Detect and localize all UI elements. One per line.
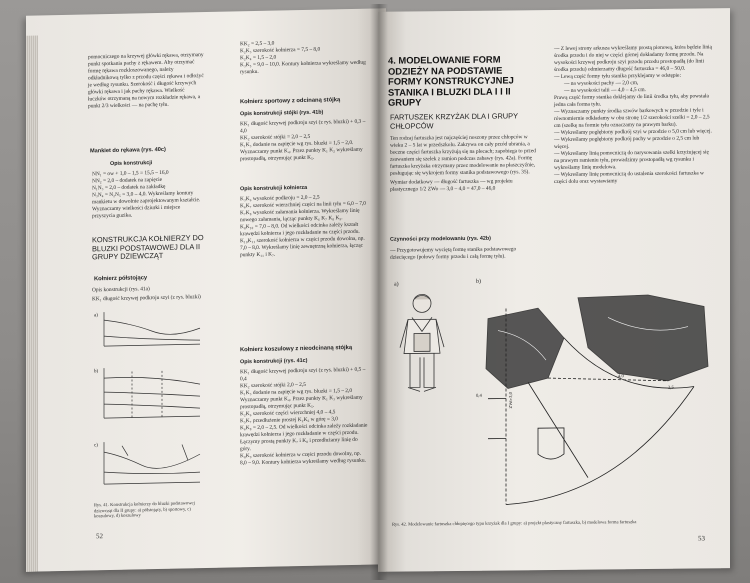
figure-41-caption: Rys. 41. Konstrukcja kołnierzy do bluzki podstawowej dziewcząt dla II grupy: a) półstojący, b) sportowy, c) koszulowy, d) koszulowy [94,500,195,519]
fig42-label-a: a) [394,281,399,288]
koszulowy-line-3: K₁K₃ dodanie na zapięcie wg rys. bluzki = 1,5 – 2,0 [240,387,353,397]
kolnierz-polstojacy-heading: Kołnierz półstojący [94,275,148,283]
koszulowy-line-4: Wyznaczamy punkt K₄. Przez punkty K₁ K₃ wykreślamy prostopadłą, otrzymując punkt K₅. [240,394,363,411]
fig41-label-a: a) [94,313,98,319]
col2-top-line-4: K₃K₅ = 9,0 – 10,0. Kontury kołnierza wykreślamy według rysunku. [240,59,366,76]
step-line-7: — Wykreślamy pogłębiony podkrój szyi w przodzie o 5,0 cm lub więcej. [554,128,712,136]
figure-42-caption: Rys. 42. Modelowanie fartuszka chłopięcego typu krzyżak dla I grupy: a) projekt plastyczny fartuszka, b) modelowa forma fartuszka [392,519,637,527]
kolnierz-line-4: K₈K₁₀ = 7,0 – 8,0. Od wielkości odcinka zależy kształt krawędzi kołnierza i jego rozkładanie na części przodu. [240,221,360,238]
col2-top-line-1: KK₂ = 2,5 – 3,0 [240,40,275,48]
right-page-number: 53 [698,534,705,543]
koszulowy-heading: Kołnierz koszulowy z nieodcinaną stójką [240,344,353,354]
mankiet-line-3: N₁N₃ = 2,0 – dodatek na zakładkę [92,183,166,192]
kolnierz-formula-list [240,194,368,260]
body-line-1: Ten rodzaj fartuszka jest najczęściej noszony przez chłopców w wieku 2 – 5 lat w przedszkolu. Zakrywa on cały przód ubrania, a boczne części fartuszka krzyżują się na plecach; zapobiega to przed zsuwaniem się szelek z ramion podczas zabawy (rys. 42a). Formę fartuszka krzyżaka otrzymany przez modelowanie na płaszczyźnie, posługując się wykrojem formy stanika podstawowego (rys. 35). [390,134,536,177]
step-line-4: — na wysokości talii — 4,0 – 4,5 cm. [564,87,646,94]
pattern-annotation-4: 4,0 [618,373,624,379]
opis-rys-41a: Opis konstrukcji (rys. 41a) [92,286,150,294]
fig42-label-b: b) [476,278,481,285]
left-page-number: 52 [96,532,103,541]
open-book [18,4,740,580]
section-title: KONSTRUKCJA KOŁNIERZY DO BLUZKI PODSTAWOWEJ DLA II GRUPY DZIEWCZĄT [92,233,204,262]
apron-body-text [390,134,538,194]
czynnosci-text: — Przygotowujemy wyciętą formę stanika podstawowego dziecięcego (połowy formy przodu i całą formę tyłu). [390,246,517,261]
left-page [26,8,386,572]
koszulowy-line-8: K₈K₉ szerokość kołnierza w części przodu dowolny, np. 8,0 – 9,0. Kontury kołnierza wykreślamy według rysunku. [240,450,366,467]
koszulowy-line-2: KK₂ szerokość stójki 2,0 – 2,5 [240,381,306,390]
czynnosci-heading: Czynności przy modelowaniu (rys. 42b) [390,235,491,243]
apron-subtitle: FARTUSZEK KRZYŻAK DLA I GRUPY CHŁOPCÓW [390,111,518,131]
sportowy-heading: Kołnierz sportowy z odcinaną stójką [240,97,341,106]
koszulowy-line-1: KK₁ długość krzywej podkroju szyi (z rys. bluzki) + 0,5 – 0,4 [240,366,366,383]
pattern-annotation-1: 0,4 [476,392,482,398]
kolnierz-line-3: K₇K₈ wysokość załamania kołnierza. Wykreślamy linię nowego załamania, łącząc punkty K₆ K₇ K₈ K₉. [240,207,360,224]
stojka-line-3: K₁K₃ dodanie na zapięcie wg rys. bluzki = 1,5 – 2,0. Wyznaczamy punkt K₄. Przez punkty K₁ K₂ wykreślamy prostopadłą, otrzymując punkt K₅. [240,139,363,163]
body-line-2: Wymiar dodatkowy — długość fartuszka — wg projektu plastycznego 1/2 ZWo — 3,0 – 4,0 = 47,0 – 46,0 [390,178,513,193]
mankiet-line-2: NN₂ = 2,0 – dodatek na zapięcie [92,176,163,185]
fig41-label-c: c) [94,443,98,449]
stojka-line-2: KK₂ szerokość stójki = 2,0 – 2,5 [240,133,311,142]
step-line-3: — na wysokości pachy — 2,0 cm, [564,80,639,87]
child-apron-illustration [392,287,452,408]
book-spine-shadow [370,4,388,580]
koszulowy-line-6: K₅K₇ przedłużenie prostej K₂K₆ w górę = 3,0 [240,416,338,425]
right-page [378,8,730,572]
stojka-formula-list [240,119,368,164]
col2-top-line-2: K₂K₃ szerokość kołnierza = 7,5 – 8,0 [240,46,321,55]
step-line-9: — Wykreślamy linią pomocniczą do narysowania szelki krzyżującej się na prawym ramieniu tyłu, prowadzimy prostopadłą wg rysunku i wykreślamy linię modelowa. [554,149,709,171]
koszulowy-line-5: K₂K₆ szerokość części wierzchniej 4,0 – 4,5 [240,409,336,418]
pattern-annotation-2: ZWo-3,0 [508,392,513,409]
step-line-6: — Wyznaczamy punkty środka szwów barkowych w przodzie i tyle i równomiernie odkładamy w obu stronę 1/2 szerokości szelki = 2,0 – 2,5 cm (szelkę na formie tyłu oznaczamy na prawym barku). [554,107,710,129]
koszulowy-formula-list [240,367,368,468]
step-line-8: — Wykreślamy pogłębiony podkrój pachy w przodzie o 2,5 cm lub więcej. [554,135,700,150]
mankiet-heading: Mankiet do rękawa (rys. 40c) [90,146,166,155]
kolnierz-line-2: K₆K₇ szerokość wierzchniej części na linii tyłu = 6,0 – 7,0 [240,200,366,210]
stojka-line-1: KK₁ długość krzywej podkroju szyi (z rys. bluzki) + 0,3 – 4,0 [240,118,366,135]
opis-konstrukcji-label: Opis konstrukcji [110,160,153,168]
opis-41c: Opis konstrukcji (rys. 41c) [240,357,308,366]
step-line-1: — Z lewej strony arkusza wykreślamy prostą pionową, która będzie linią środka przodu i do niej w części górnej dokładamy formę przodu. Na wysokości krzywej podkroju szyi przodu przodu prostopadłą (do linii środka przodu) odmierzamy długość fartuszka = 46,0 – 50,0. [554,44,712,73]
col2-top-line-3: K₂K₄ = 1,5 – 2,0 [240,54,277,62]
modelling-steps [554,44,714,186]
opis-stojki: Opis konstrukcji stójki (rys. 41b) [240,109,324,118]
koszulowy-line-7: K₆K₈ = 2,0 – 2,5. Od wielkości odcinka zależy rozkładanie krawędzi kołnierza i jego rozkładanie w części przodu. Łączymy prostą punkty K₇ i K₈ i przedłużamy linię do góry. [240,422,368,453]
fig41-label-b: b) [94,369,99,375]
opis-kolnierza: Opis konstrukcji kołnierza [240,184,308,193]
step-line-5: Prawą część formy stanika doklejamy do linii środka tyłu, aby powstała jedna cała forma tyłu. [554,93,709,108]
collar-top-formulas [240,39,366,77]
figure-41-collar-drafts [92,304,212,492]
step-line-2: — Lewą część formy tyłu stanika przyklejamy w odstępie: [554,72,681,80]
chapter-title: 4. MODELOWANIE FORM ODZIEŻY NA PODSTAWIE FORMY KONSTRUKCYJNEJ STANIKA I BLUZKI DLA I I II GRUPY [388,53,514,109]
pattern-annotation-3: 2,5 [668,384,674,390]
kolnierz-line-5: K₁₀K₁₁ szerokość kołnierza w części przodu dowolna, np. 7,0 – 8,0. Wykreślamy linię zewnętrzną kołnierza, łącząc punkty K₁₁ i K₇. [240,235,365,259]
kk1-line: KK₁ długość krzywej podkroju szyi (z rys. bluzki) [92,294,201,303]
page-edges [26,36,38,572]
apron-pattern-draft [468,276,718,519]
mankiet-line-1: NN₁ = ow + 1,0 – 1,5 = 15,5 – 16,0 [92,169,169,178]
mankiet-line-4: N₃N₄ = N₂N₅ = 3,0 – 4,0. Wykreślamy kontury mankietu w dowolnie zaprojektowanym kształcie. Wyznaczamy wielkości dziurki i miejsce przyszycia guzika. [92,190,201,220]
kolnierz-line-1: K₃K₆ wysokość podkroju = 2,0 – 2,5 [240,194,320,203]
mankiet-formula-list [92,169,204,220]
step-line-10: — Wykreślamy linię pomocniczą do ustalenia szerokości fartuszka w części dolu oraz wystawiamy [554,170,704,185]
left-intro-text: pomocniczego na krzywej główki rękawa, otrzymany punkt spotkania pachy z rękawem. Aby otrzymać formę rękawa rozkloszowanego, należy odkładnikową tylko z przodu części rękawa i odłożyć je według rysunku. Szerokość i długość krzywych główki rękawa i jak pachy rękawa. Wielkość łuczków otrzymaną na nowym rozkładzie rękawa, a punkt 2/3 wielkości — na pachę tyłu. [88,52,204,110]
